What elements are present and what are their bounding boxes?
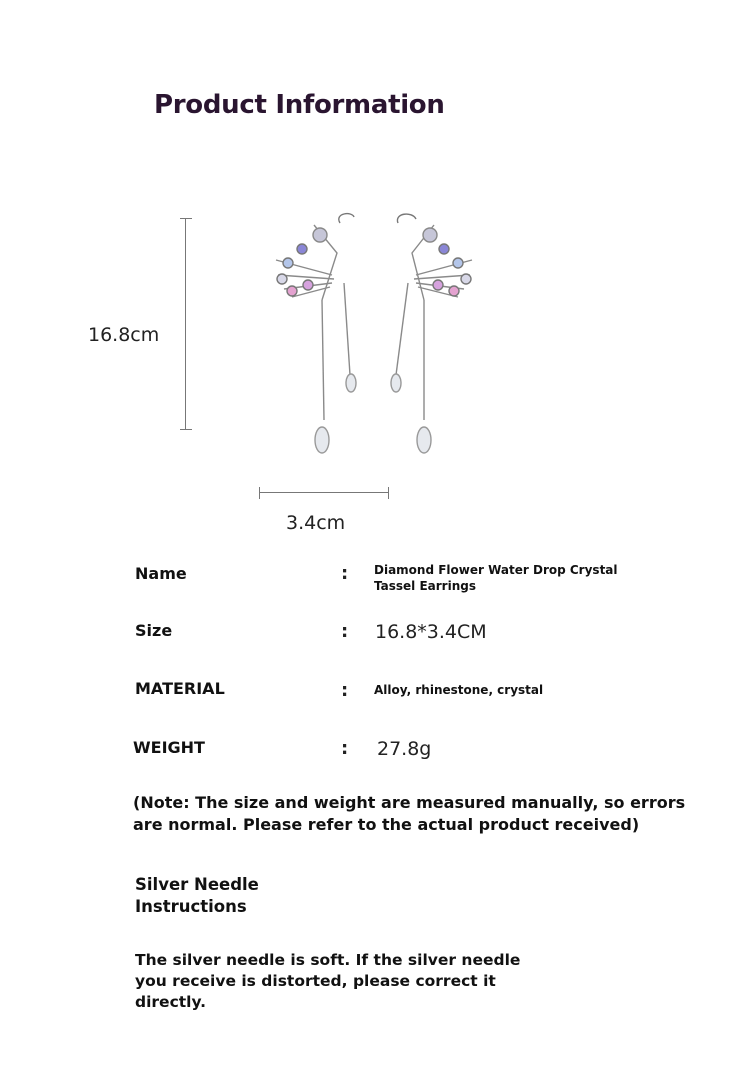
width-dimension-line	[259, 492, 388, 493]
width-dimension-cap-right	[388, 487, 389, 499]
spec-material-colon: :	[341, 680, 349, 701]
spec-weight-colon: :	[341, 738, 349, 759]
spec-material-label: MATERIAL	[135, 679, 225, 698]
width-dimension-cap-left	[259, 487, 260, 499]
height-dimension-cap-bottom	[180, 429, 192, 430]
spec-size-value: 16.8*3.4CM	[375, 621, 487, 643]
silver-needle-heading: Silver Needle Instructions	[135, 875, 259, 916]
spec-name-value: Diamond Flower Water Drop Crystal Tassel Earrings	[374, 563, 618, 593]
height-dimension-cap-top	[180, 218, 192, 219]
right-earring	[391, 214, 472, 453]
spec-size-colon: :	[341, 621, 349, 642]
width-label: 3.4cm	[286, 512, 346, 534]
spec-name-colon: :	[341, 563, 349, 584]
spec-name-label: Name	[135, 564, 187, 583]
page-title: Product Information	[154, 90, 445, 120]
spec-weight-value: 27.8g	[377, 738, 432, 760]
measurement-note: (Note: The size and weight are measured manually, so errors are normal. Please refer to the actual product received)	[133, 793, 686, 834]
silver-needle-text: The silver needle is soft. If the silver needle you receive is distorted, please correct it directly.	[135, 951, 521, 1011]
tassel-earrings-icon	[262, 205, 487, 465]
height-dimension-line	[185, 218, 186, 430]
spec-size-label: Size	[135, 621, 173, 640]
height-label: 16.8cm	[88, 324, 160, 346]
left-earring	[276, 214, 356, 453]
spec-weight-label: WEIGHT	[133, 738, 205, 757]
spec-material-value: Alloy, rhinestone, crystal	[374, 683, 544, 697]
